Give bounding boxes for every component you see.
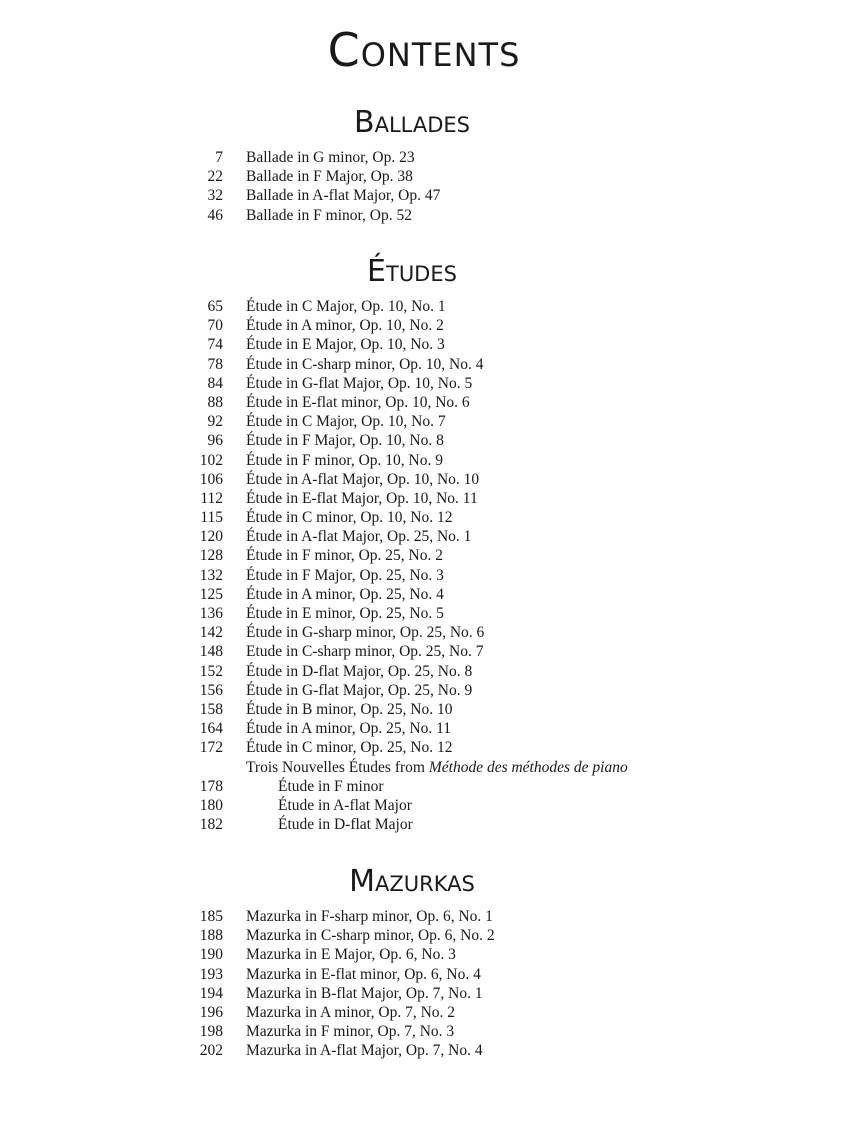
toc-entry[interactable] xyxy=(0,926,848,945)
toc-entry[interactable] xyxy=(0,546,848,565)
page-number: 32 xyxy=(207,187,223,205)
page-number: 46 xyxy=(207,206,223,224)
toc-entry[interactable] xyxy=(0,393,848,412)
toc-entry[interactable] xyxy=(0,167,848,186)
entry-title: Mazurka in C-sharp minor, Op. 6, No. 2 xyxy=(246,927,495,945)
entry-title: Étude in A minor, Op. 10, No. 2 xyxy=(246,317,444,335)
toc-entry[interactable] xyxy=(0,585,848,604)
toc-entry[interactable] xyxy=(0,316,848,335)
page-number: 148 xyxy=(199,643,223,661)
entry-title: Étude in C-sharp minor, Op. 10, No. 4 xyxy=(246,355,484,373)
page-number: 182 xyxy=(199,816,223,834)
toc-entry[interactable] xyxy=(0,451,848,470)
toc-entry[interactable] xyxy=(0,355,848,374)
page-number: 70 xyxy=(207,317,223,335)
section-heading-etudes: Études xyxy=(367,254,457,289)
page-number: 136 xyxy=(199,605,223,622)
page-number: 102 xyxy=(199,451,223,469)
page-number: 198 xyxy=(199,1023,223,1041)
entry-title: Mazurka in E Major, Op. 6, No. 3 xyxy=(246,946,456,964)
page-title: Contents xyxy=(327,23,521,77)
toc-entry[interactable] xyxy=(0,412,848,431)
toc-sub-entry[interactable] xyxy=(0,815,848,834)
toc-entry[interactable] xyxy=(0,206,848,225)
toc-entry[interactable] xyxy=(0,489,848,508)
page-number: 78 xyxy=(207,355,223,373)
toc-entry[interactable] xyxy=(0,335,848,354)
page-number: 125 xyxy=(199,585,223,603)
page-number: 190 xyxy=(199,946,223,964)
entry-title: Étude in D-flat Major, Op. 25, No. 8 xyxy=(246,662,473,680)
page-number: 156 xyxy=(199,681,223,699)
page-number: 128 xyxy=(199,547,223,565)
page-number: 196 xyxy=(199,1003,223,1021)
entry-title: Étude in A-flat Major xyxy=(278,796,412,814)
toc-entry[interactable] xyxy=(0,297,848,316)
page-number: 172 xyxy=(199,739,223,757)
toc-entry[interactable] xyxy=(0,604,848,623)
entry-title: Ballade in A-flat Major, Op. 47 xyxy=(246,187,441,205)
toc-entry[interactable] xyxy=(0,1041,848,1060)
page-number: 115 xyxy=(200,509,223,527)
mazurkas-list xyxy=(0,907,848,1061)
ballades-list xyxy=(0,148,848,225)
entry-title: Étude in G-flat Major, Op. 10, No. 5 xyxy=(246,374,473,392)
toc-entry[interactable] xyxy=(0,374,848,393)
section-heading-ballades: Ballades xyxy=(354,105,470,140)
entry-title: Étude in F Major, Op. 25, No. 3 xyxy=(246,566,444,584)
toc-sub-entry[interactable] xyxy=(0,777,848,796)
entry-title: Étude in C Major, Op. 10, No. 7 xyxy=(246,413,446,431)
page-number: 202 xyxy=(199,1042,223,1060)
entry-title: Étude in C Major, Op. 10, No. 1 xyxy=(246,298,446,315)
page-number: 22 xyxy=(207,168,223,186)
entry-title: Étude in C minor, Op. 10, No. 12 xyxy=(246,509,453,527)
page-number: 185 xyxy=(199,908,223,925)
toc-entry[interactable] xyxy=(0,566,848,585)
toc-entry[interactable] xyxy=(0,1022,848,1041)
entry-title: Étude in E-flat minor, Op. 10, No. 6 xyxy=(246,393,470,411)
toc-entry[interactable] xyxy=(0,738,848,757)
page-number: 120 xyxy=(199,528,223,546)
entry-title: Ballade in F minor, Op. 52 xyxy=(246,206,412,224)
entry-title: Étude in A-flat Major, Op. 10, No. 10 xyxy=(246,470,480,488)
page-number: 106 xyxy=(199,470,223,488)
toc-sub-entry[interactable] xyxy=(0,796,848,815)
entry-title: Ballade in G minor, Op. 23 xyxy=(246,149,415,166)
page-number: 180 xyxy=(199,796,223,814)
group-label-italic: Méthode des méthodes de piano xyxy=(428,758,628,776)
page-number: 164 xyxy=(199,720,223,738)
toc-entry[interactable] xyxy=(0,700,848,719)
entry-title: Mazurka in A minor, Op. 7, No. 2 xyxy=(246,1003,456,1021)
page-number: 158 xyxy=(199,700,223,718)
entry-title: Étude in C minor, Op. 25, No. 12 xyxy=(246,739,453,757)
page-number: 65 xyxy=(207,298,223,315)
toc-entry[interactable] xyxy=(0,148,848,167)
entry-title: Mazurka in F-sharp minor, Op. 6, No. 1 xyxy=(246,908,493,925)
page-number: 74 xyxy=(207,336,223,354)
entry-title: Mazurka in A-flat Major, Op. 7, No. 4 xyxy=(246,1042,483,1060)
entry-title: Étude in A-flat Major, Op. 25, No. 1 xyxy=(246,528,472,546)
page-number: 132 xyxy=(199,566,223,584)
toc-entry[interactable] xyxy=(0,623,848,642)
page-number: 178 xyxy=(199,777,223,795)
toc-entry[interactable] xyxy=(0,945,848,964)
toc-entry[interactable] xyxy=(0,907,848,926)
entry-title: Etude in C-sharp minor, Op. 25, No. 7 xyxy=(246,643,484,661)
entry-title: Étude in A minor, Op. 25, No. 11 xyxy=(246,720,452,738)
entry-title: Étude in D-flat Major xyxy=(278,816,413,834)
toc-entry[interactable] xyxy=(0,186,848,205)
toc-entry[interactable] xyxy=(0,662,848,681)
page-number: 194 xyxy=(199,984,223,1002)
toc-entry[interactable] xyxy=(0,984,848,1003)
page-number: 84 xyxy=(207,374,223,392)
entry-title: Étude in F minor, Op. 10, No. 9 xyxy=(246,451,443,469)
group-label-prefix: Trois Nouvelles Études from xyxy=(246,758,429,776)
entry-title: Mazurka in E-flat minor, Op. 6, No. 4 xyxy=(246,965,481,983)
toc-entry[interactable] xyxy=(0,681,848,700)
entry-title: Étude in F minor xyxy=(278,777,384,795)
entry-title: Étude in G-flat Major, Op. 25, No. 9 xyxy=(246,681,473,699)
toc-group-heading xyxy=(0,758,848,777)
entry-title: Mazurka in F minor, Op. 7, No. 3 xyxy=(246,1023,455,1041)
page-number: 152 xyxy=(199,662,223,680)
toc-entry[interactable] xyxy=(0,719,848,738)
page-number: 88 xyxy=(207,393,223,411)
page-number: 7 xyxy=(215,149,223,166)
page-number: 193 xyxy=(199,965,223,983)
page-number: 92 xyxy=(207,413,223,431)
page-number: 112 xyxy=(200,489,223,507)
toc-entry[interactable] xyxy=(0,431,848,450)
toc-entry[interactable] xyxy=(0,470,848,489)
page-number: 188 xyxy=(199,927,223,945)
entry-title: Étude in E minor, Op. 25, No. 5 xyxy=(246,605,444,622)
entry-title: Étude in A minor, Op. 25, No. 4 xyxy=(246,585,444,603)
toc-entry[interactable] xyxy=(0,642,848,661)
etudes-list xyxy=(0,297,848,834)
group-label xyxy=(246,758,628,777)
page-number: 142 xyxy=(199,624,223,642)
entry-title: Mazurka in B-flat Major, Op. 7, No. 1 xyxy=(246,984,483,1002)
toc-entry[interactable] xyxy=(0,508,848,527)
entry-title: Étude in F minor, Op. 25, No. 2 xyxy=(246,547,443,565)
section-heading-mazurkas: Mazurkas xyxy=(349,864,475,899)
entry-title: Étude in F Major, Op. 10, No. 8 xyxy=(246,432,444,450)
entry-title: Étude in E Major, Op. 10, No. 3 xyxy=(246,336,445,354)
toc-entry[interactable] xyxy=(0,965,848,984)
entry-title: Étude in G-sharp minor, Op. 25, No. 6 xyxy=(246,624,485,642)
entry-title: Étude in E-flat Major, Op. 10, No. 11 xyxy=(246,489,478,507)
page-number: 96 xyxy=(207,432,223,450)
entry-title: Étude in B minor, Op. 25, No. 10 xyxy=(246,700,453,718)
entry-title: Ballade in F Major, Op. 38 xyxy=(246,168,413,186)
toc-entry[interactable] xyxy=(0,1003,848,1022)
toc-entry[interactable] xyxy=(0,527,848,546)
